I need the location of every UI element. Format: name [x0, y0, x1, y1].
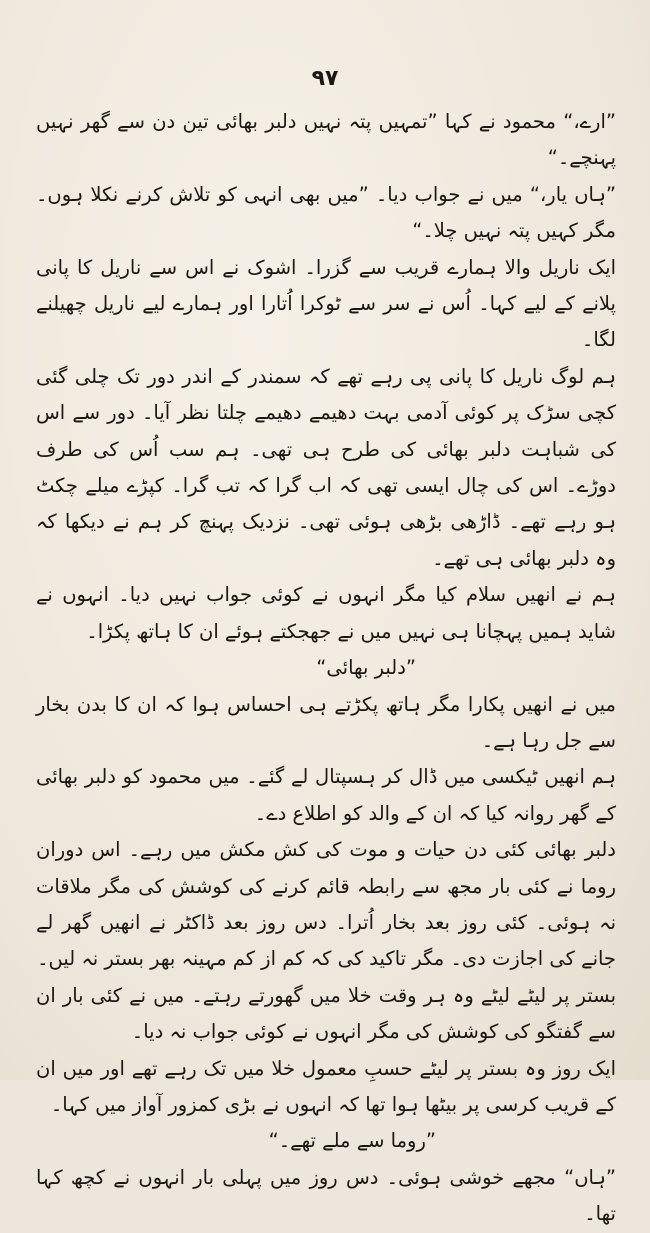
page-body: [36, 104, 616, 1233]
paragraph-2: ”ہاں یار،“ میں نے جواب دیا۔ ”میں بھی انہی کو تلاش کرنے نکلا ہوں۔ مگر کہیں پتہ نہیں چلا۔“: [36, 182, 616, 243]
paragraph-7: میں نے انھیں پکارا مگر ہاتھ پکڑتے ہی احساس ہوا کہ ان کا بدن بخار سے جل رہا ہے۔: [36, 692, 616, 752]
paragraph-8: ہم انھیں ٹیکسی میں ڈال کر ہسپتال لے گئے۔ میں محمود کو دلبر بھائی کے گھر روانہ کیا کہ ان کے والد کو اطلاع دے۔: [36, 765, 616, 825]
paragraph-12: ”روما سے ملے تھے۔“: [268, 1129, 436, 1153]
paragraph-6: ”دلبر بھائی“: [316, 656, 416, 680]
paragraph-4: ہم لوگ ناریل کا پانی پی رہے تھے کہ سمندر کے اندر دور تک چلی گئی کچی سڑک پر کوئی آدمی بہت دھیمے دھیمے چلتا نظر آیا۔ دور سے اس کی شباہت دلبر بھائی کی طرح ہی تھی۔ ہم سب اُس کی طرف دوڑے۔ اس کی چال ایسی تھی کہ اب گرا کہ تب گرا۔ کپڑے میلے چکٹ ہو رہے تھے۔ ڈاڑھی بڑھی ہوئی تھی۔ نزدیک پہنچ کر ہم نے دیکھا کہ وہ دلبر بھائی ہی تھے۔: [36, 364, 616, 570]
paragraph-13: ”ہاں“ مجھے خوشی ہوئی۔ دس روز میں پہلی بار انہوں نے کچھ کہا تھا۔: [36, 1165, 616, 1226]
paragraph-5: ہم نے انھیں سلام کیا مگر انہوں نے کوئی جواب نہیں دیا۔ انہوں نے شاید ہمیں پہچانا ہی نہیں میں نے جھجکتے ہوئے ان کا ہاتھ پکڑا۔: [36, 583, 616, 643]
page-number: ۹۷: [311, 66, 339, 91]
paragraph-10: بستر پر لیٹے لیٹے وہ ہر وقت خلا میں گھورتے رہتے۔ میں نے کئی بار ان سے گفتگو کی کوشش کی مگر انہوں نے کوئی جواب نہ دیا۔: [36, 983, 616, 1044]
paragraph-1: ”ارے،“ محمود نے کہا ”تمہیں پتہ نہیں دلبر بھائی تین دن سے گھر نہیں پہنچے۔“: [36, 110, 616, 170]
paragraph-11: ایک روز وہ بستر پر لیٹے حسبِ معمول خلا میں تک رہے تھے اور میں ان کے قریب کرسی پر بیٹھا ہوا تھا کہ انہوں نے بڑی کمزور آواز میں کہا۔: [36, 1056, 616, 1116]
paragraph-3: ایک ناریل والا ہمارے قریب سے گزرا۔ اشوک نے اس سے ناریل کا پانی پلانے کے لیے کہا۔ اُس نے سر سے ٹوکرا اُتارا اور ہمارے لیے ناریل چھیلنے لگا۔: [36, 255, 616, 352]
paragraph-9: دلبر بھائی کئی دن حیات و موت کی کش مکش میں رہے۔ اس دوران روما نے کئی بار مجھ سے رابطہ قائم کرنے کی کوشش کی مگر ملاقات نہ ہوئی۔ کئی روز بعد بخار اُترا۔ دس روز بعد ڈاکٹر نے انھیں گھر لے جانے کی اجازت دی۔ مگر تاکید کی کہ کم از کم مہینہ بھر بستر نہ لیں۔: [36, 838, 616, 971]
